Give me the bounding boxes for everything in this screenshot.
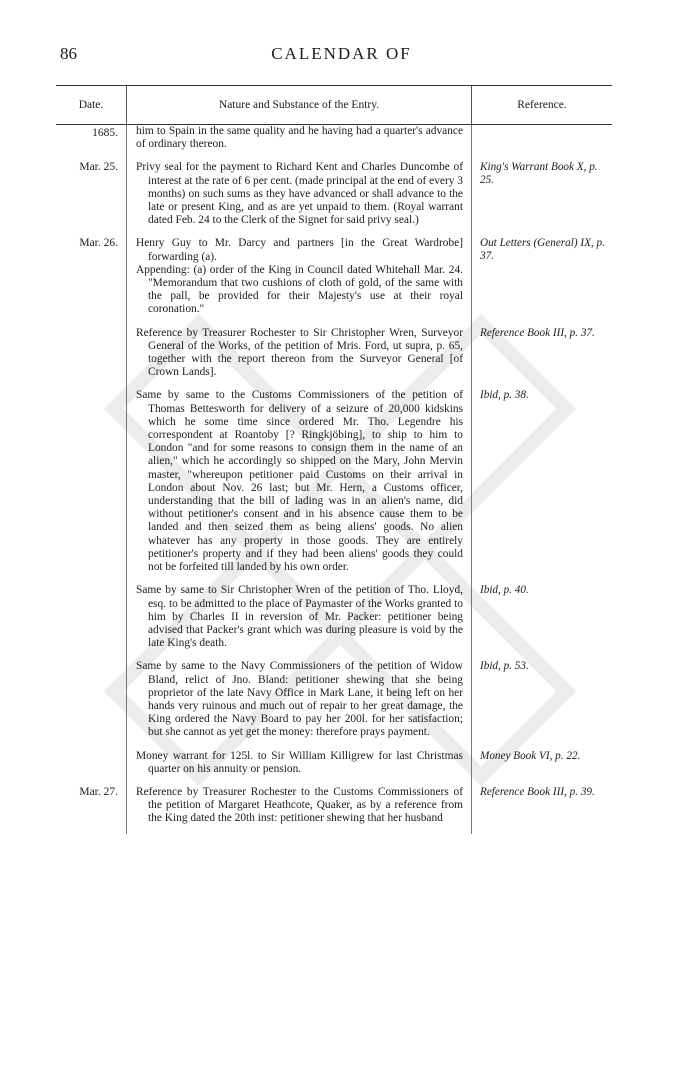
table-row bbox=[56, 387, 612, 582]
table-header bbox=[56, 85, 612, 125]
entry-text: Reference by Treasurer Rochester to the Customs Commissioners of the petition of Margaret Heathcote, Quaker, as by a reference from the King dated the 20th inst: petitioner shewing that her husband bbox=[126, 784, 472, 834]
entry-date: Mar. 26. bbox=[79, 237, 118, 250]
entry-date bbox=[56, 387, 126, 389]
calendar-table bbox=[56, 85, 612, 834]
header-date: Date. bbox=[78, 99, 104, 111]
table-row bbox=[56, 235, 612, 324]
page-header bbox=[60, 44, 623, 70]
entry-reference bbox=[472, 125, 612, 127]
entry-text: Privy seal for the payment to Richard Kent and Charles Duncombe of interest at the rate of 6 per cent. (made principal at the end of every 3 months) on such sums as they have advanced or shall advance to the late or present King, and as are yet unpaid to them. (Royal warrant dated Feb. 24 to the Clerk of the Signet for said privy seal.) bbox=[126, 159, 472, 235]
table-row bbox=[56, 125, 612, 159]
entry-appendix: Appending: (a) order of the King in Council dated Whitehall Mar. 24. "Memorandum that two cushions of cloth of gold, of the same with the pall, be provided for their Majesty's use at their royal coronation." bbox=[136, 263, 463, 316]
entry-reference: Ibid, p. 53. bbox=[480, 660, 529, 673]
entry-text: Same by same to the Navy Commissioners of the petition of Widow Bland, relict of Jno. Bland: petitioner shewing that she being proprietor of the late Navy Office in Mark Lane, it being left on her hands very ruinous and much out of repair to her great damage, the King ordered the Navy Board to pay her 200l. for her satisfaction; but she cannot as yet get the money: therefore prays payment. bbox=[126, 658, 472, 747]
entry-reference: Money Book VI, p. 22. bbox=[480, 749, 581, 762]
table-body bbox=[56, 125, 612, 834]
entry-text: Same by same to Sir Christopher Wren of the petition of Tho. Lloyd, esq. to be admitted to the place of Paymaster of the Works granted to him by Charles II in reversion of Mr. Packer: petitioner being advised that Packer's grant which was during pleasure is void by the late King's death. bbox=[126, 582, 472, 658]
header-nature: Nature and Substance of the Entry. bbox=[126, 86, 472, 124]
entry-reference: Ibid, p. 38. bbox=[480, 389, 529, 402]
entry-date: Mar. 27. bbox=[79, 785, 118, 798]
entry-date: 1685. bbox=[92, 127, 118, 139]
entry-text: Same by same to the Customs Commissioners of the petition of Thomas Bettesworth for delivery of a seizure of 20,000 kidskins which he some time since ordered Mr. Tho. Legendre his correspondent at Roantoby [? Ringkjöbing], to ship to him to London "and for some reasons to consign them in the name of an alien," which he accordingly so shipped on the Mary, John Mervin master, "whereupon petitioner paid Customs on their arrival in London about Nov. 26 last; but Mr. Hern, a Customs officer, understanding that the bill of lading was in an alien's name, did without petitioner's consent and in his absence cause them to be landed and then seized them as being aliens' goods. No alien whatever has any property in those goods. They are entirely petitioner's property and if they had been aliens' goods they could not be forfeited till landed by his own order. bbox=[126, 387, 472, 582]
table-row bbox=[56, 582, 612, 658]
entry-reference: King's Warrant Book X, p. 25. bbox=[480, 161, 598, 187]
entry-date bbox=[56, 658, 126, 660]
entry-text: Henry Guy to Mr. Darcy and partners [in the Great Wardrobe] forwarding (a). Appending: (a) order of the King in Council dated Whitehall Mar. 24. "Memorandum that two cushions of cloth of gold, of the same with the pall, be provided for their Majesty's use at their royal coronation." bbox=[126, 235, 472, 324]
header-reference: Reference. bbox=[517, 99, 567, 111]
entry-date bbox=[56, 582, 126, 584]
entry-date bbox=[56, 748, 126, 750]
entry-reference: Out Letters (General) IX, p. 37. bbox=[480, 237, 605, 263]
table-row bbox=[56, 658, 612, 747]
running-title: CALENDAR OF bbox=[271, 44, 412, 63]
table-row bbox=[56, 159, 612, 235]
entry-date: Mar. 25. bbox=[79, 161, 118, 174]
entry-reference: Reference Book III, p. 37. bbox=[480, 326, 595, 339]
table-row bbox=[56, 784, 612, 834]
table-row bbox=[56, 748, 612, 784]
page-number: 86 bbox=[60, 44, 77, 63]
entry-text: Reference by Treasurer Rochester to Sir Christopher Wren, Surveyor General of the Works, of the petition of Mris. Ford, ut supra, p. 65, together with the report thereon from the Surveyor General [of Crown Lands]. bbox=[126, 325, 472, 388]
entry-reference: Ibid, p. 40. bbox=[480, 584, 529, 597]
entry-text: Money warrant for 125l. to Sir William Killigrew for last Christmas quarter on his annuity or pension. bbox=[126, 748, 472, 784]
entry-reference: Reference Book III, p. 39. bbox=[480, 785, 595, 798]
entry-text: him to Spain in the same quality and he having had a quarter's advance of ordinary thereon. bbox=[126, 125, 472, 159]
table-row bbox=[56, 325, 612, 388]
entry-date bbox=[56, 325, 126, 327]
